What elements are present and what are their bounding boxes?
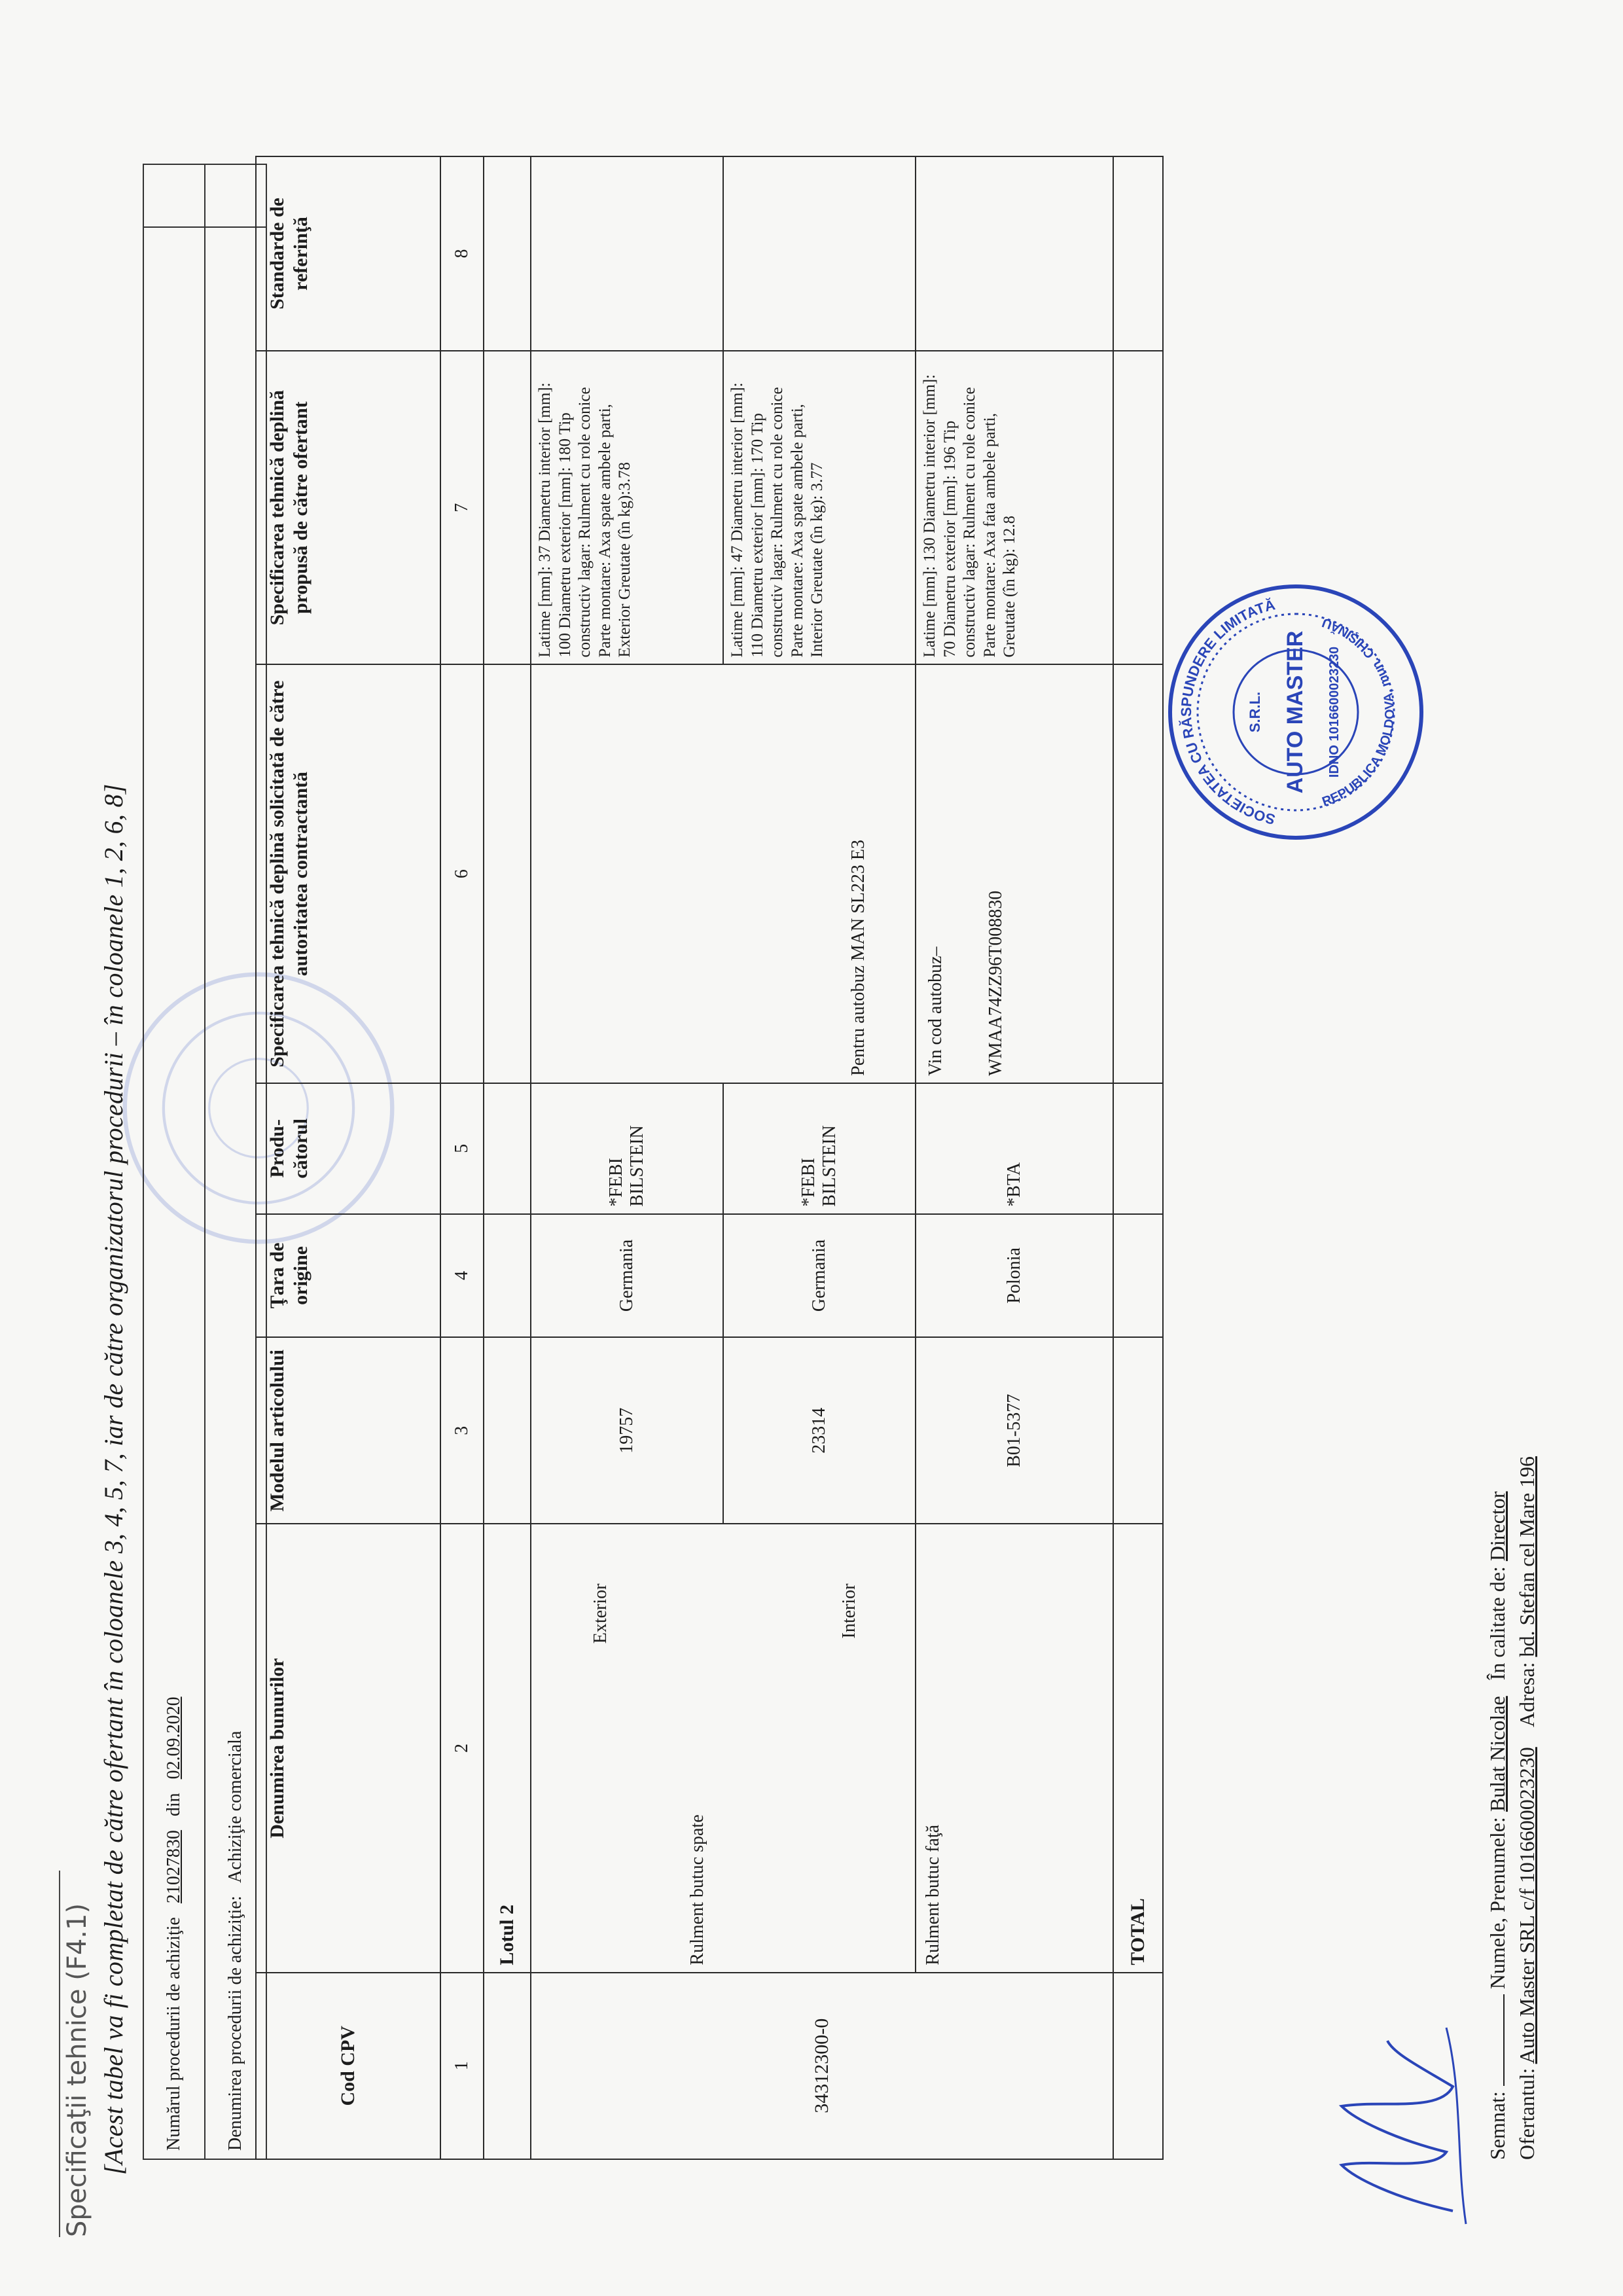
- item-standards: [531, 156, 723, 351]
- stamp-form: S.R.L.: [1247, 691, 1263, 733]
- col-header-spec-requested: Specificarea tehnică deplină solicitată de către autoritatea contractantă: [256, 664, 440, 1083]
- procedure-number-label: Numărul procedurii de achiziţie: [164, 1917, 184, 2151]
- procedure-name: Achiziţie comerciala: [225, 1731, 245, 1884]
- name-label: Numele, Prenumele:: [1486, 1817, 1509, 1990]
- table-row: [531, 156, 723, 2159]
- procedure-date-prefix: din: [164, 1793, 184, 1817]
- col-header-producer: Produ-cătorul: [256, 1083, 440, 1214]
- spec-requested-line: Vin cod autobuz–: [925, 946, 946, 1076]
- col-number: 6: [440, 664, 484, 1083]
- blank-cell: [143, 164, 205, 227]
- procedure-number: 21027830: [164, 1830, 184, 1904]
- item-model: 19757: [531, 1337, 723, 1524]
- stamp-idno: IDNO 1016600023230: [1327, 646, 1342, 778]
- item-country: Polonia: [916, 1214, 1113, 1337]
- role-label: În calitate de:: [1486, 1566, 1509, 1681]
- item-spec-offered: Latime [mm]: 37 Diametru interior [mm]: 100 Diametru exterior [mm]: 180 Tip constructiv lagar: Rulment cu role conice Parte montare: Axa spate ambele parti, Exterior Greutate (în kg):3.78: [531, 351, 723, 665]
- col-number: 1: [440, 1973, 484, 2159]
- spec-requested-line: WMAA74ZZ96T008830: [986, 890, 1006, 1076]
- item-spec-offered: Latime [mm]: 130 Diametru interior [mm]: 70 Diametru exterior [mm]: 196 Tip constructiv lagar: Rulment cu role conice Parte montare: Axa fata ambele parti, Greutate (în kg): 12.8: [916, 351, 1113, 665]
- item-spec-offered: Latime [mm]: 47 Diametru interior [mm]: 110 Diametru exterior [mm]: 170 Tip constructiv lagar: Rulment cu role conice Parte montare: Axa spate ambele parti, Interior Greutate (în kg): 3.77: [723, 351, 916, 665]
- column-number-row: [440, 156, 484, 2159]
- total-row: [1113, 156, 1163, 2159]
- col-header-spec-offered: Specificarea tehnică deplină propusă de către ofertant: [256, 351, 440, 665]
- cpv-code: 34312300-0: [531, 1973, 1113, 2159]
- col-number: 8: [440, 156, 484, 351]
- item-model: 23314: [723, 1337, 916, 1524]
- total-label: TOTAL: [1113, 1524, 1163, 1973]
- lot-label: Lotul 2: [484, 1524, 531, 1973]
- table-row: [916, 156, 1113, 2159]
- col-header-name: Denumirea bunurilor: [256, 1524, 440, 1973]
- bidder-line: [1515, 1456, 1539, 2160]
- col-number: 7: [440, 351, 484, 665]
- procedure-info: [143, 164, 267, 2160]
- item-standards: [723, 156, 916, 351]
- item-producer: *FEBI BILSTEIN: [531, 1083, 723, 1214]
- lot-row: [484, 156, 531, 2159]
- item-producer: *FEBI BILSTEIN: [723, 1083, 916, 1214]
- item-country: Germania: [723, 1214, 916, 1337]
- company-stamp: [1165, 581, 1427, 843]
- signer-role: Director: [1486, 1491, 1509, 1562]
- signature-image: [1315, 2021, 1486, 2237]
- col-header-standards: Standarde de referinţă: [256, 156, 440, 351]
- bidder-address: bd. Stefan cel Mare 196: [1515, 1456, 1539, 1657]
- lot-blank: [484, 1973, 531, 2159]
- bidder-label: Ofertantul:: [1515, 2068, 1539, 2160]
- header-row: [256, 156, 440, 2159]
- col-number: 2: [440, 1524, 484, 1973]
- item-group-name: Rulment butuc spate: [687, 1814, 707, 1965]
- item-standards: [916, 156, 1113, 351]
- item-spec-requested: [916, 664, 1113, 1083]
- item-group: [531, 1524, 916, 1973]
- spec-table: [255, 156, 1164, 2160]
- title-rule: [59, 1871, 60, 2237]
- signature-line: [1486, 1492, 1510, 2160]
- item-model: B01-5377: [916, 1337, 1113, 1524]
- page-title: Specificaţii tehnice (F4.1): [62, 1903, 92, 2237]
- stamp-company: AUTO MASTER: [1283, 630, 1308, 794]
- col-number: 3: [440, 1337, 484, 1524]
- col-header-cpv: Cod CPV: [256, 1973, 440, 2159]
- page-instructions: [Acest tabel va fi completat de către ofertant în coloanele 3, 4, 5, 7, iar de către organizatorul procedurii – în coloanele 1, 2, 6, 8]: [99, 783, 128, 2175]
- procedure-number-row: [143, 227, 205, 2159]
- procedure-date: 02.09.2020: [164, 1696, 184, 1780]
- total-blank: [1113, 1973, 1163, 2159]
- item-subname: Exterior: [590, 1583, 611, 1644]
- stamp-top-text: SOCIETATEA CU RĂSPUNDERE LIMITATĂ: [1177, 596, 1277, 828]
- item-subname: Interior: [839, 1583, 859, 1639]
- item-name: Rulment butuc faţă: [916, 1524, 1113, 1973]
- col-number: 4: [440, 1214, 484, 1337]
- procedure-name-label: Denumirea procedurii de achiziţie:: [225, 1895, 245, 2151]
- signer-name: Bulat Nicolae: [1486, 1696, 1509, 1812]
- bidder-name: Auto Master SRL c/f 1016600023230: [1515, 1747, 1539, 2064]
- col-header-country: Ţara de origine: [256, 1214, 440, 1337]
- address-label: Adresa:: [1515, 1662, 1539, 1728]
- item-country: Germania: [531, 1214, 723, 1337]
- col-header-model: Modelul articolului: [256, 1337, 440, 1524]
- item-producer: *BTA: [916, 1083, 1113, 1214]
- signed-label: Semnat:: [1486, 2091, 1509, 2160]
- stamp-bottom-text: REPUBLICA MOLDOVA, mun. CHIŞINĂU: [1320, 615, 1398, 810]
- item-spec-requested: Pentru autobuz MAN SL223 E3: [531, 664, 916, 1083]
- col-number: 5: [440, 1083, 484, 1214]
